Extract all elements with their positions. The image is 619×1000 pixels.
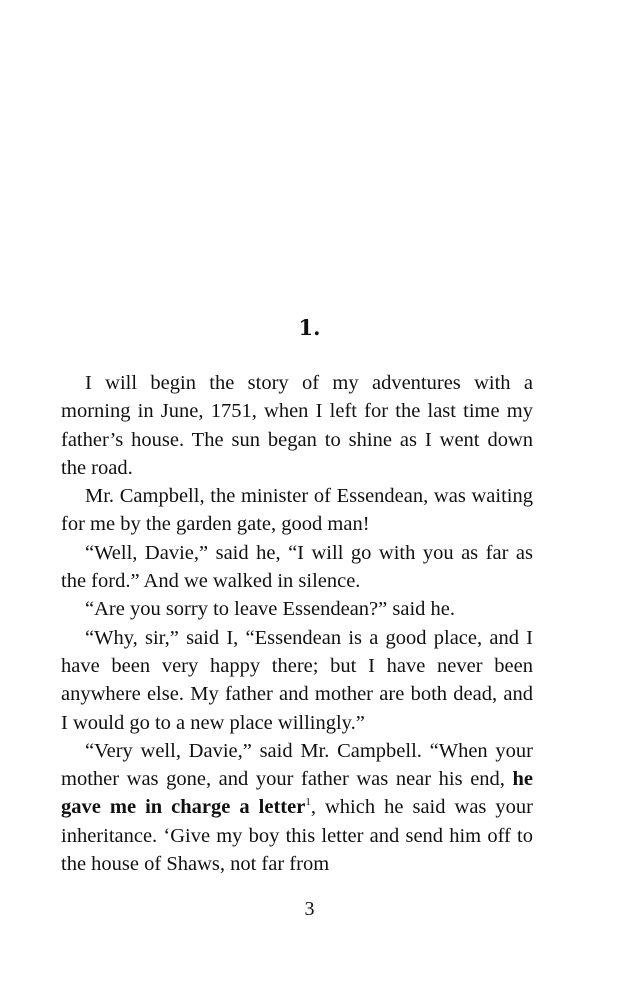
body-text: [61, 369, 533, 878]
bold-phrase: he gave me in charge a letter: [61, 768, 533, 819]
paragraph: I will begin the story of my adventures with a morning in June, 1751, when I left for the last time my father’s house. The sun began to shine as I went down the road.: [61, 372, 533, 479]
paragraph: Mr. Campbell, the minister of Essendean, was waiting for me by the garden gate, good man!: [61, 485, 533, 536]
paragraph-text: “Very well, Davie,” said Mr. Campbell. “When your mother was gone, and your father was near his end,: [61, 739, 533, 791]
footnote-marker: 1: [305, 796, 311, 809]
paragraph-text: , which he said was your inheritance. ‘Give my boy this letter and send him off to the house of Shaws, not far from: [61, 796, 533, 876]
paragraph: “Are you sorry to leave Essendean?” said he.: [85, 598, 455, 621]
paragraph: “Well, Davie,” said he, “I will go with you as far as the ford.” And we walked in silence.: [61, 541, 533, 593]
paragraph: “Why, sir,” said I, “Essendean is a good place, and I have been very happy there; but I have never been anywhere else. My father and mother are both dead, and I would go to a new place willingly.”: [61, 626, 533, 734]
paragraph: [61, 737, 533, 878]
page-number: 3: [304, 898, 315, 920]
chapter-heading: 1.: [298, 315, 321, 340]
